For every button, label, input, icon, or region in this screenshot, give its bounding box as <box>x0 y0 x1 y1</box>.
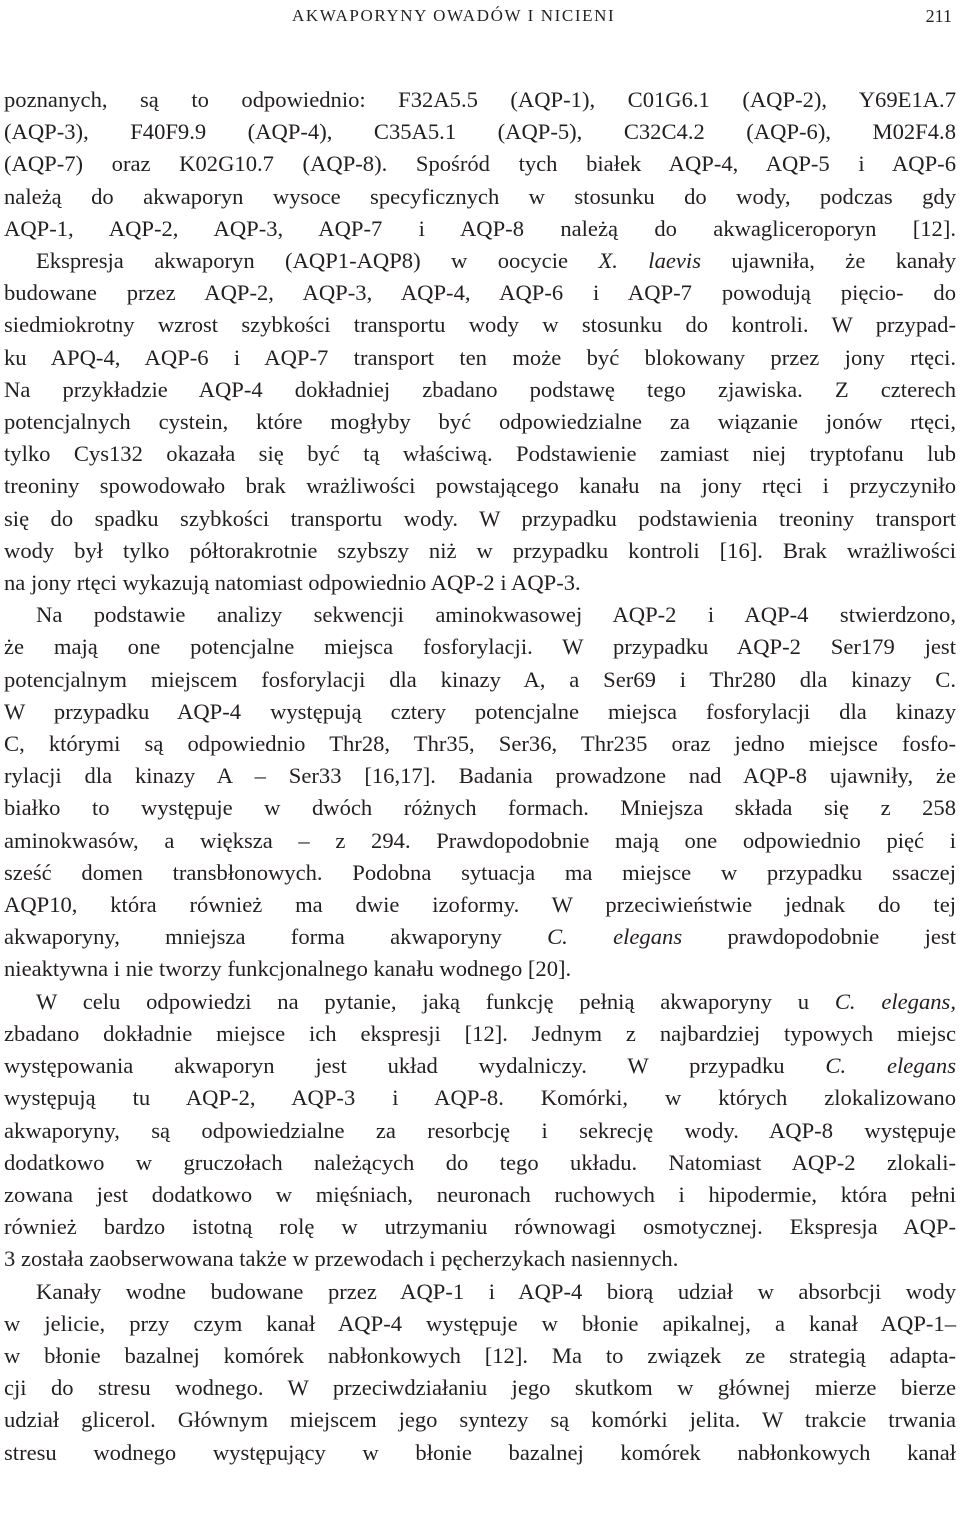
text-line: Na przykładzie AQP-4 dokładniej zbadano podstawę tego zjawiska. Z czterech <box>4 376 956 402</box>
paragraph <box>4 1276 956 1469</box>
text-line: AQP10, która również ma dwie izoformy. W przeciwieństwie jednak do tej <box>4 892 956 918</box>
text-line: (AQP-7) oraz K02G10.7 (AQP-8). Spośród tych białek AQP-4, AQP-5 i AQP-6 <box>4 151 956 177</box>
text-line: nieaktywna i nie tworzy funkcjonalnego kanału wodnego [20]. <box>4 956 572 982</box>
text-line: również bardzo istotną rolę w utrzymaniu równowagi osmotycznej. Ekspresja AQP- <box>4 1214 956 1240</box>
text-line: rylacji dla kinazy A – Ser33 [16,17]. Badania prowadzone nad AQP-8 ujawniły, że <box>4 763 956 789</box>
text-line: poznanych, są to odpowiednio: F32A5.5 (AQP-1), C01G6.1 (AQP-2), Y69E1A.7 <box>4 87 956 112</box>
text-line: potencjalnym miejscem fosforylacji dla kinazy A, a Ser69 i Thr280 dla kinazy C. <box>4 666 956 692</box>
text-line: ku APQ-4, AQP-6 i AQP-7 transport ten może być blokowany przez jony rtęci. <box>4 344 956 370</box>
text-line: akwaporyny, mniejsza forma akwaporyny C. elegans prawdopodobnie jest <box>4 924 956 950</box>
text-line: (AQP-3), F40F9.9 (AQP-4), C35A5.1 (AQP-5), C32C4.2 (AQP-6), M02F4.8 <box>4 119 956 145</box>
text-line: W celu odpowiedzi na pytanie, jaką funkcję pełnią akwaporyny u C. elegans, <box>36 988 956 1014</box>
text-line: na jony rtęci wykazują natomiast odpowiednio AQP-2 i AQP-3. <box>4 570 581 596</box>
text-line: 3 została zaobserwowana także w przewodach i pęcherzykach nasiennych. <box>4 1246 679 1272</box>
text-line: wody był tylko półtorakrotnie szybszy niż w przypadku kontroli [16]. Brak wrażliwości <box>4 537 956 563</box>
text-line: należą do akwaporyn wysoce specyficznych w stosunku do wody, podczas gdy <box>4 183 956 209</box>
text-line: występują tu AQP-2, AQP-3 i AQP-8. Komórki, w których zlokalizowano <box>4 1085 956 1111</box>
text-line: zbadano dokładnie miejsce ich ekspresji [12]. Jednym z najbardziej typowych miejsc <box>4 1020 956 1046</box>
text-line: zowana jest dodatkowo w mięśniach, neuronach ruchowych i hipodermie, która pełni <box>4 1181 956 1207</box>
text-line: siedmiokrotny wzrost szybkości transportu wody w stosunku do kontroli. W przypad- <box>4 312 956 338</box>
text-line: występowania akwaporyn jest układ wydalniczy. W przypadku C. elegans <box>4 1053 956 1079</box>
text-line: tylko Cys132 okazała się być tą właściwą. Podstawienie zamiast niej tryptofanu lub <box>4 441 956 467</box>
text-line: aminokwasów, a większa – z 294. Prawdopodobnie mają one odpowiednio pięć i <box>4 827 956 853</box>
text-line: białko to występuje w dwóch różnych formach. Mniejsza składa się z 258 <box>4 795 956 821</box>
text-line: Kanały wodne budowane przez AQP-1 i AQP-4 biorą udział w absorbcji wody <box>36 1278 956 1304</box>
text-line: sześć domen transbłonowych. Podobna sytuacja ma miejsce w przypadku ssaczej <box>4 859 956 885</box>
text-line: C, którymi są odpowiednio Thr28, Thr35, Ser36, Thr235 oraz jedno miejsce fosfo- <box>4 731 956 757</box>
text-line: cji do stresu wodnego. W przeciwdziałaniu jego skutkom w głównej mierze bierze <box>4 1375 956 1401</box>
text-line: dodatkowo w gruczołach należących do tego układu. Natomiast AQP-2 zlokali- <box>4 1149 956 1175</box>
text-line: AQP-1, AQP-2, AQP-3, AQP-7 i AQP-8 należą do akwagliceroporyn [12]. <box>4 215 956 241</box>
running-title: AKWAPORYNY OWADÓW I NICIENI <box>292 6 616 25</box>
text-line: w jelicie, przy czym kanał AQP-4 występuje w błonie apikalnej, a kanał AQP-1– <box>4 1310 956 1336</box>
text-line: budowane przez AQP-2, AQP-3, AQP-4, AQP-6 i AQP-7 powodują pięcio- do <box>4 280 956 306</box>
text-line: że mają one potencjalne miejsca fosforylacji. W przypadku AQP-2 Ser179 jest <box>4 634 956 660</box>
paragraph <box>4 986 956 1276</box>
species-name: C. elegans, <box>834 988 956 1014</box>
text-line: udział glicerol. Głównym miejscem jego syntezy są komórki jelita. W trakcie trwania <box>4 1407 956 1433</box>
text-line: akwaporyny, są odpowiedzialne za resorbcję i sekrecję wody. AQP-8 występuje <box>4 1117 956 1143</box>
species-name: X. laevis <box>598 248 702 274</box>
text-line: W przypadku AQP-4 występują cztery potencjalne miejsca fosforylacji dla kinazy <box>4 698 956 724</box>
body-text <box>4 84 956 1469</box>
text-line: się do spadku szybkości transportu wody. W przypadku podstawienia treoniny transport <box>4 505 956 531</box>
text-line: w błonie bazalnej komórek nabłonkowych [12]. Ma to związek ze strategią adapta- <box>4 1342 956 1368</box>
text-line: Ekspresja akwaporyn (AQP1-AQP8) w oocycie X. laevis ujawniła, że kanały <box>36 248 956 274</box>
text-line: Na podstawie analizy sekwencji aminokwasowej AQP-2 i AQP-4 stwierdzono, <box>36 602 956 628</box>
text-line: treoniny spowodowało brak wrażliwości powstającego kanału na jony rtęci i przyczyniło <box>4 473 956 499</box>
paragraph <box>4 599 956 985</box>
paragraph <box>4 84 956 599</box>
page-header <box>0 6 952 30</box>
species-name: C. elegans <box>547 924 683 950</box>
text-line: potencjalnych cystein, które mogłyby być odpowiedzialne za wiązanie jonów rtęci, <box>4 409 956 435</box>
page-number: 211 <box>925 6 952 26</box>
text-line: stresu wodnego występujący w błonie bazalnej komórek nabłonkowych kanał <box>4 1439 956 1465</box>
species-name: C. elegans <box>825 1053 956 1079</box>
